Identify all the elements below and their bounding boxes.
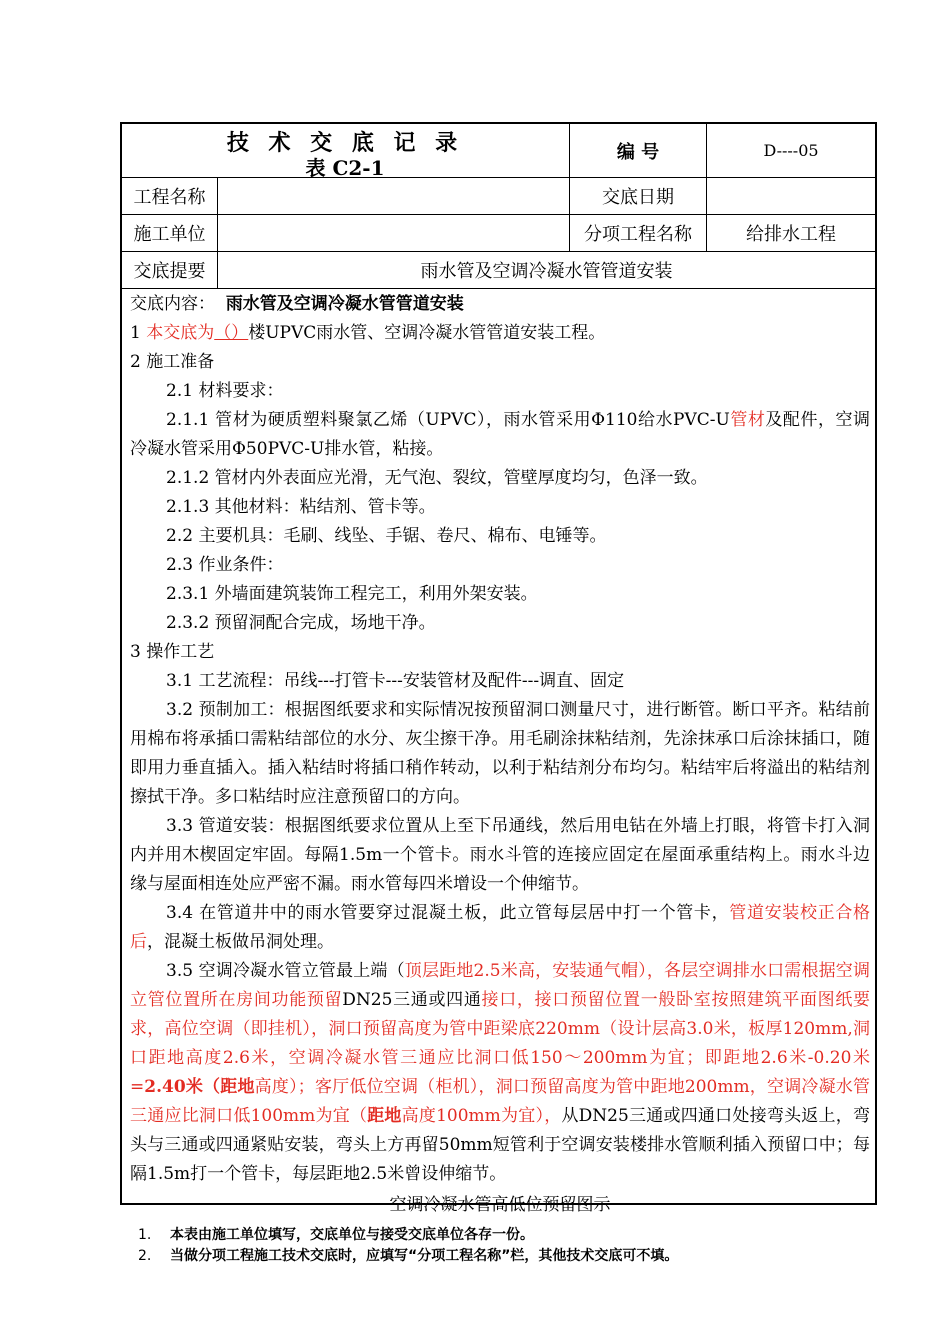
project-name-label: 工程名称 (133, 187, 206, 208)
content-title: 雨水管及空调冷凝水管管道安装 (225, 294, 464, 314)
section-3-5-text-end: 从DN25三通或四通口处接弯头返上，弯头与三通或四通紧贴安装，弯头上方再留50mm短管利于空调安装楼排水管顺利插入预留口中；每隔1.5m打一个管卡，每层距地2.5米曾设伸缩节。 (130, 1106, 870, 1184)
section-2-1-1-text: 2.1.1 管材为硬质塑料聚氯乙烯（UPVC），雨水管采用Φ110给水PVC-U (166, 410, 730, 430)
summary-label: 交底提要 (133, 261, 206, 282)
section-2-2: 2.2 主要机具：毛刷、线坠、手锯、卷尺、棉布、电锤等。 (166, 526, 607, 546)
subproject-label: 分项工程名称 (584, 224, 692, 245)
section-2-3-2: 2.3.2 预留洞配合完成，场地干净。 (166, 613, 436, 633)
section-3: 3 操作工艺 (130, 642, 215, 662)
section-3-4-text: 3.4 在管道井中的雨水管要穿过混凝土板，此立管每层居中打一个管卡， (166, 903, 730, 923)
section-3-5-bold: 距地 (367, 1106, 402, 1126)
contractor-label: 施工单位 (133, 224, 206, 245)
section-2-1-3: 2.1.3 其他材料：粘结剂、管卡等。 (166, 497, 436, 517)
section-3-3: 3.3 管道安装：根据图纸要求位置从上至下吊通线，然后用电钻在外墙上打眼，将管卡打入洞内并用木楔固定牢固。每隔1.5m一个管卡。雨水斗管的连接应固定在屋面承重结构上。雨水斗边缘与屋面相连处应严密不漏。雨水管每四米增设一个伸缩节。 (130, 816, 870, 894)
section-2-1-1 (130, 406, 870, 464)
diagram-caption: 空调冷凝水管高低位预留图示 (389, 1195, 611, 1215)
section-3-2: 3.2 预制加工：根据图纸要求和实际情况按预留洞口测量尺寸，进行断管。断口平齐。粘结前用棉布将承插口需粘结部位的水分、灰尘擦干净。用毛刷涂抹粘结剂，先涂抹承口后涂抹插口，随即用力垂直插入。插入粘结时将插口稍作转动，以利于粘结剂分布均匀。粘结牢后将溢出的粘结剂擦拭干净。多口粘结时应注意预留口的方向。 (130, 700, 870, 807)
section-2-1: 2.1 材料要求： (166, 381, 284, 401)
section-3-5-highlight: 高度）；客厅低位空调（柜机），洞口预留高度为管中距地200mm，空调冷凝水管三通应比洞口低100mm为宜（ (130, 1077, 871, 1126)
document-title: 技 术 交 底 记 录 (226, 131, 464, 156)
form-code: 表 C2-1 (305, 156, 385, 180)
date-field[interactable] (707, 178, 875, 214)
section-3-5-text: DN25三通或四通 (342, 990, 482, 1010)
date-label: 交底日期 (602, 187, 674, 208)
section-3-1: 3.1 工艺流程：吊线---打管卡---安装管材及配件---调直、固定 (166, 671, 625, 691)
section-3-5-highlight: 接口，接口预留位置一般卧室按照建筑平面图纸要求，高位空调（即挂机），洞口预留高度为管中距梁底220mm（设计层高3.0米，板厚120mm,洞口距地高度2.6米，空调冷凝水管三通应比洞口低150～200mm为宜；即距地2.6米-0.20米= (130, 990, 871, 1097)
section-1-highlight: 本交底为 (146, 323, 215, 343)
footer-notes (138, 1225, 678, 1267)
section-3-5-bold: 2.40米（距地 (144, 1077, 255, 1097)
project-name-field[interactable] (218, 178, 569, 214)
section-3-4 (130, 899, 870, 957)
section-3-5-highlight: 顶层距地2.5米高，安装通气帽），各层空调排水口需根据空调立管位置所在房间功能预留 (130, 961, 870, 1010)
section-2-3-1: 2.3.1 外墙面建筑装饰工程完工，利用外架安装。 (166, 584, 538, 604)
section-3-5-text: 3.5 空调冷凝水管立管最上端（ (166, 961, 405, 981)
section-3-5-highlight: 高度100mm为宜）， (401, 1106, 562, 1126)
footer-note-1 (138, 1225, 678, 1246)
footer-note-2 (138, 1246, 678, 1267)
note-number: 2. (138, 1248, 152, 1264)
disclosure-content (130, 290, 870, 1220)
contractor-field[interactable] (218, 215, 569, 251)
note-number: 1. (138, 1227, 152, 1243)
section-1 (130, 319, 870, 348)
section-number: 1 (130, 323, 147, 343)
note-text: 当做分项工程施工技术交底时，应填写“分项工程名称”栏，其他技术交底可不填。 (170, 1248, 679, 1264)
content-heading (130, 290, 870, 319)
section-2: 2 施工准备 (130, 352, 215, 372)
content-label: 交底内容： (130, 294, 215, 314)
section-3-4-text-end: ，混凝土板做吊洞处理。 (147, 932, 334, 952)
number-label: 编 号 (616, 141, 660, 163)
summary-field[interactable]: 雨水管及空调冷凝水管管道安装 (420, 261, 673, 282)
section-2-1-1-highlight: 管材 (729, 410, 766, 430)
section-3-4-highlight: 管道安装校正合格后 (130, 903, 870, 952)
section-2-3: 2.3 作业条件： (166, 555, 284, 575)
section-2-1-2: 2.1.2 管材内外表面应光滑，无气泡、裂纹，管壁厚度均匀，色泽一致。 (166, 468, 708, 488)
section-2-1-1-text-end: 及配件，空调冷凝水管采用Φ50PVC-U排水管，粘接。 (130, 410, 871, 459)
subproject-field[interactable]: 给排水工程 (746, 224, 836, 245)
section-3-5 (130, 957, 870, 1189)
note-text: 本表由施工单位填写，交底单位与接受交底单位各存一份。 (170, 1227, 534, 1243)
number-value: D----05 (763, 141, 819, 160)
section-1-text: 楼UPVC雨水管、空调冷凝水管管道安装工程。 (248, 323, 606, 343)
building-number-blank[interactable]: （） (214, 323, 249, 343)
row-divider (120, 288, 877, 289)
